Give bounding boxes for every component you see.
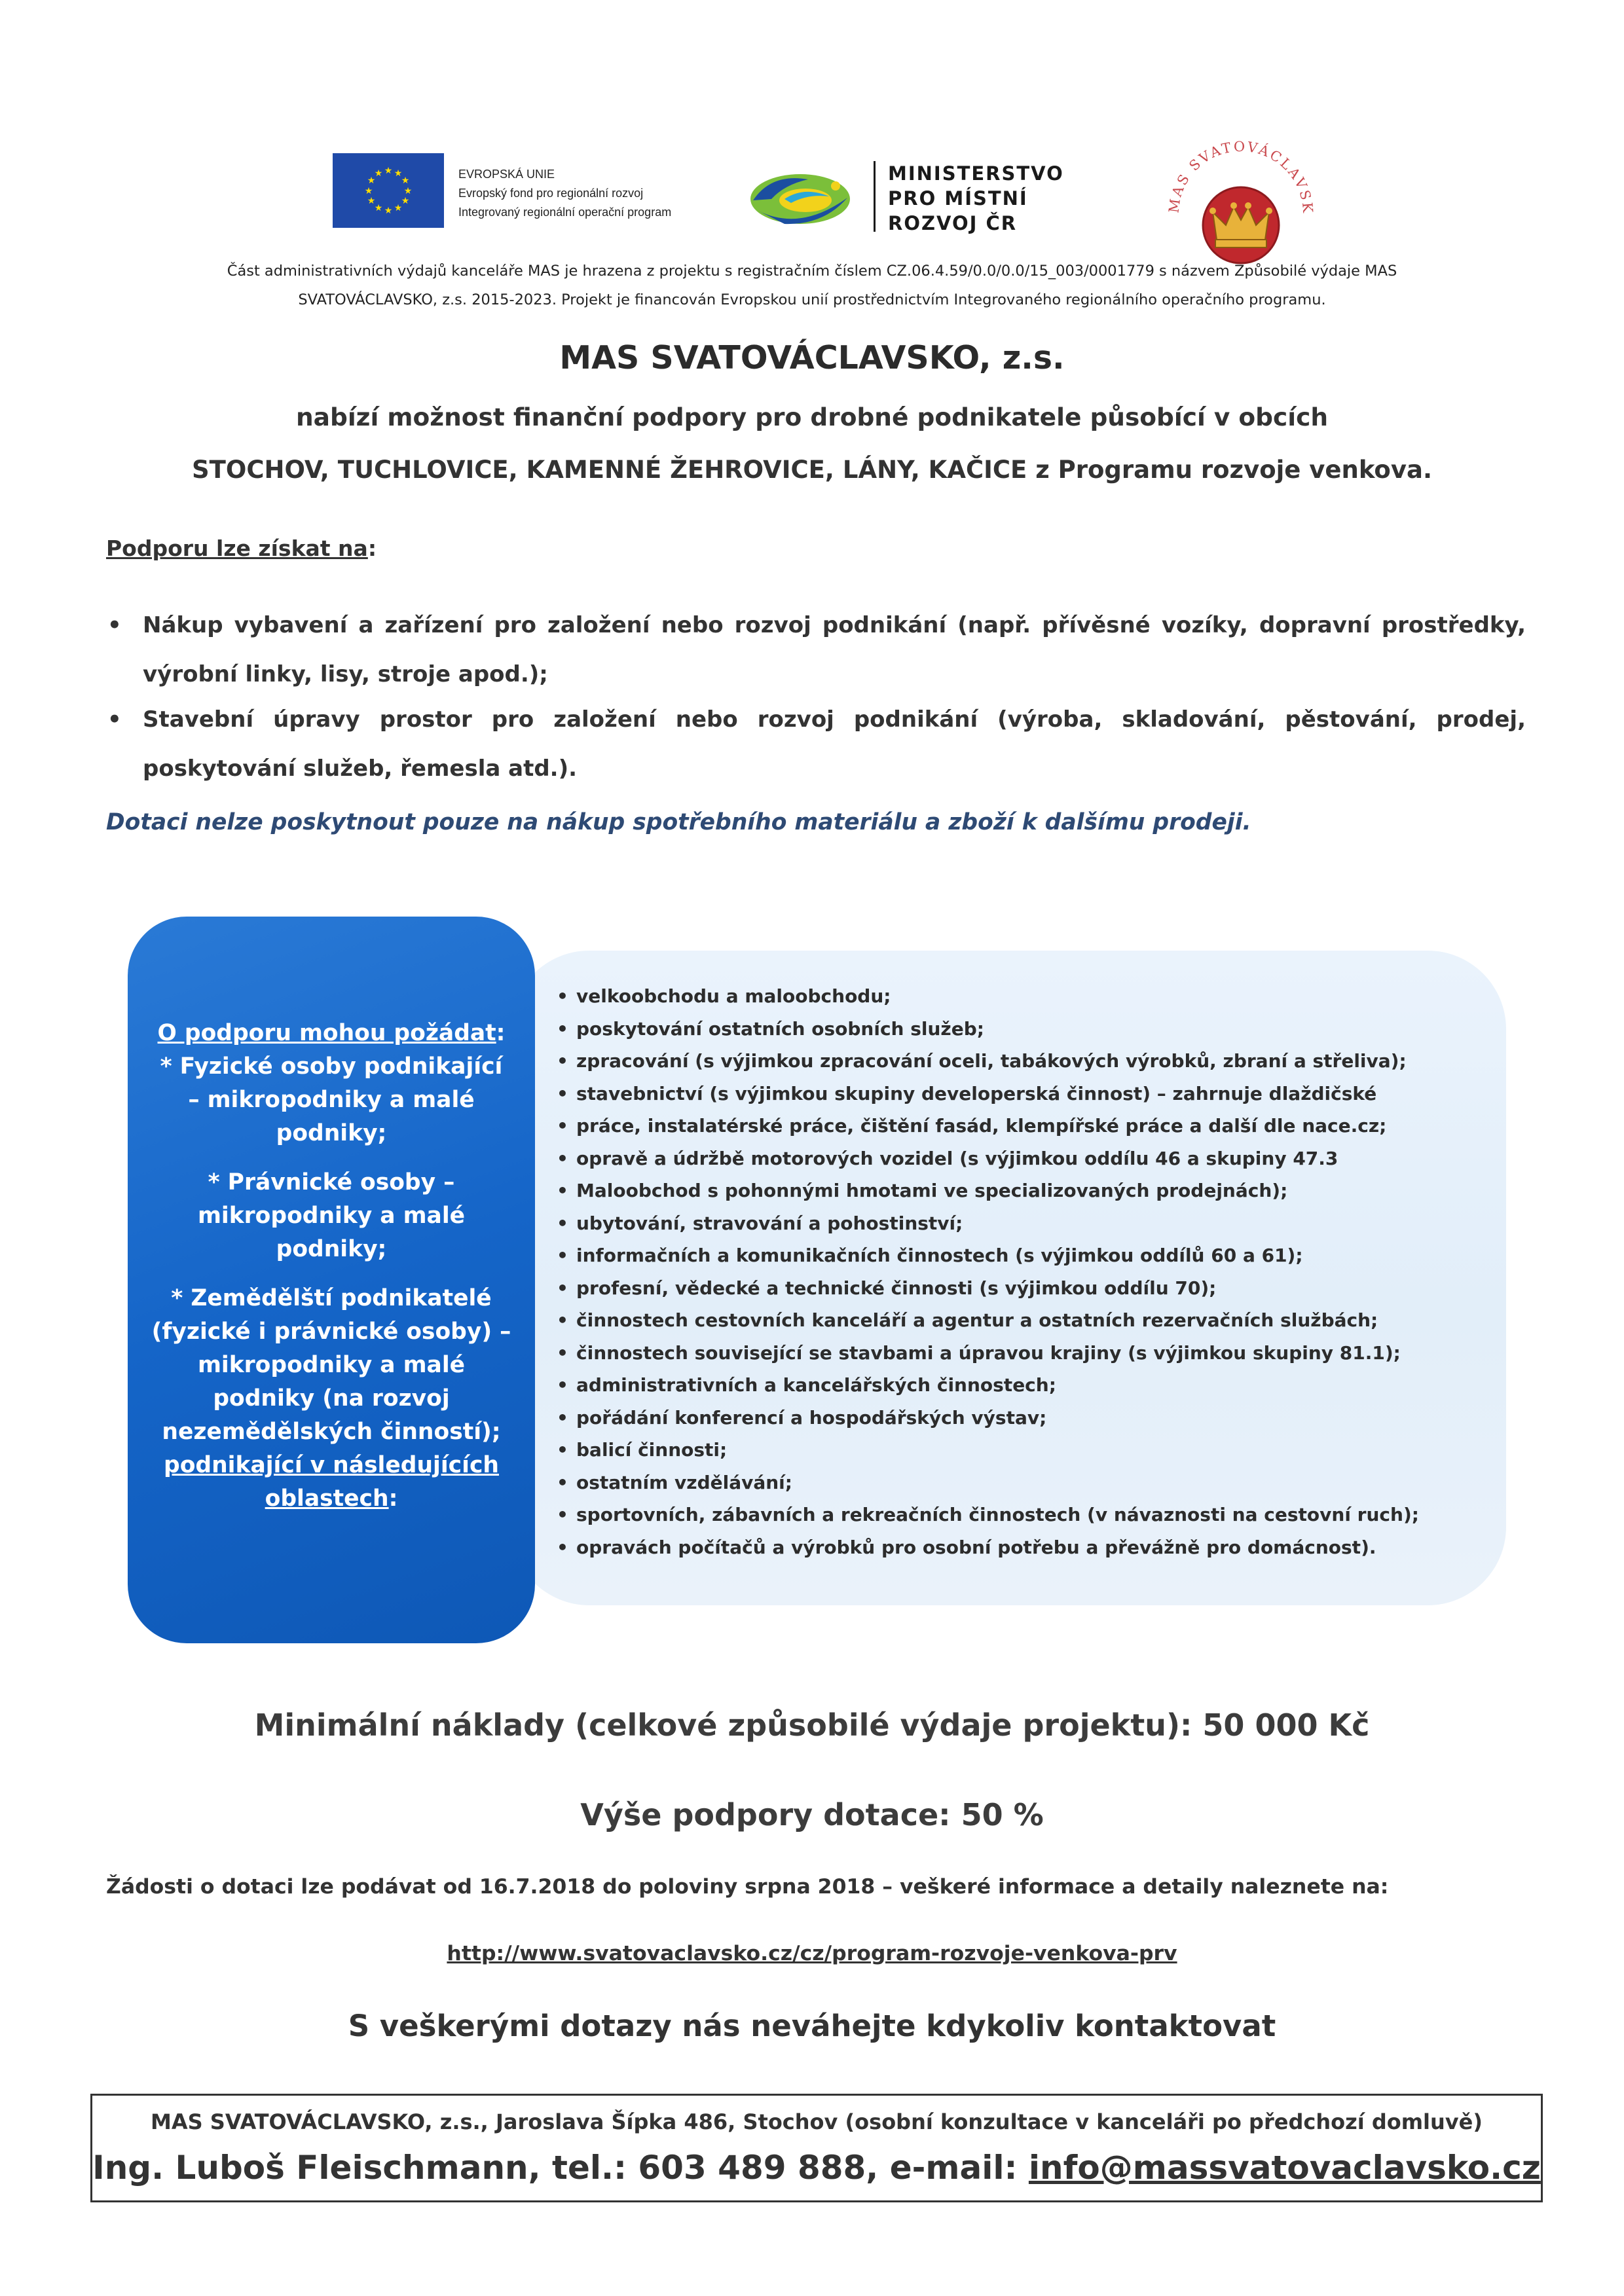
support-heading-colon: : [367, 536, 377, 561]
eligibility-line: (fyzické i právnické osoby) – [151, 1319, 511, 1345]
svg-text:★: ★ [403, 186, 413, 196]
sector-item: • činnostech související se stavbami a úpravou krajiny (s výjimkou skupiny 81.1); [557, 1337, 1486, 1370]
contact-invitation: S veškerými dotazy nás neváhejte kdykoliv kontaktovat [348, 2009, 1276, 2043]
eu-logo-text [458, 165, 671, 222]
irop-swoosh-logo [745, 160, 855, 234]
sector-list [557, 980, 1486, 1563]
contact-person-phone: Ing. Luboš Fleischmann, tel.: 603 489 888, e-mail: [92, 2149, 1029, 2187]
mas-seal-logo [1159, 115, 1323, 279]
sector-item: • zpracování (s výjimkou zpracování oceli, tabákových výrobků, zbraní a střeliva); [557, 1045, 1486, 1078]
eu-stars-icon [333, 153, 444, 228]
minimum-costs: Minimální náklady (celkové způsobilé výdaje projektu): 50 000 Kč [254, 1707, 1370, 1743]
eligibility-line: mikropodniky a malé [197, 1352, 466, 1378]
support-item-text: Stavební úpravy prostor pro založení nebo rozvoj podnikání (výroba, skladování, pěstování, prodej, poskytování služeb, řemesla atd.). [143, 706, 1526, 782]
eligibility-footer-line: podnikající v následujících [164, 1452, 499, 1478]
sector-item: • informačních a komunikačních činnostech (s výjimkou oddílů 60 a 61); [557, 1239, 1486, 1272]
contact-address: MAS SVATOVÁCLAVSKO, z.s., Jaroslava Šípka 486, Stochov (osobní konzultace v kanceláři po předchozí domluvě) [151, 2109, 1483, 2134]
support-item [105, 695, 1526, 800]
restriction-note: Dotaci nelze poskytnout pouze na nákup spotřebního materiálu a zboží k dalšímu prodeji. [106, 809, 1251, 835]
eligibility-line: nezemědělských činností); [162, 1419, 501, 1445]
bullet-icon: • [107, 706, 122, 733]
eu-fund: Evropský fond pro regionální rozvoj [458, 187, 644, 200]
program-link[interactable]: http://www.svatovaclavsko.cz/cz/program-rozvoje-venkova-prv [447, 1942, 1177, 1965]
eligibility-line: podniky; [276, 1120, 387, 1146]
bullet-icon: • [107, 612, 122, 638]
eligibility-line: * Právnické osoby – [208, 1169, 455, 1195]
crown-seal-icon [1159, 115, 1323, 279]
eligibility-line: podniky; [276, 1236, 387, 1262]
mmr-line-3: ROZVOJ ČR [888, 212, 1018, 234]
svg-text:★: ★ [367, 175, 376, 186]
svg-text:★: ★ [374, 203, 383, 213]
eu-flag-logo [333, 153, 444, 228]
eligibility-heading-colon: : [496, 1020, 506, 1046]
funding-note-line-1: Část administrativních výdajů kanceláře MAS je hrazena z projektu s registračním číslem CZ.06.4.59/0.0/0.0/15_003/0001779 s názvem Způsobilé výdaje MAS [227, 263, 1397, 280]
contact-line [90, 2149, 1543, 2187]
eligibility-line: podniky (na rozvoj [213, 1385, 450, 1412]
sector-item: • sportovních, zábavních a rekreačních činnostech (v návaznosti na cestovní ruch); [557, 1499, 1486, 1531]
eligibility-footer-word: oblastech [265, 1485, 389, 1512]
sector-item: • administrativních a kancelářských činnostech; [557, 1369, 1486, 1402]
svg-text:★: ★ [401, 196, 410, 206]
subtitle-line-1: nabízí možnost finanční podpory pro drobné podnikatele působící v obcích [295, 403, 1329, 431]
svg-text:MAS SVATOVÁCLAVSKO: MAS SVATOVÁCLAVSK [1166, 138, 1316, 215]
funding-note [79, 257, 1545, 314]
sector-item: • činnostech cestovních kanceláří a agentur a ostatních rezervačních službách; [557, 1304, 1486, 1337]
mmr-divider [874, 161, 876, 232]
sector-item: • ubytování, stravování a pohostinství; [557, 1207, 1486, 1240]
funding-note-line-2: SVATOVÁCLAVSKO, z.s. 2015-2023. Projekt je financován Evropskou unií prostřednictvím Integrovaného regionálního operačního programu. [298, 291, 1326, 308]
svg-text:★: ★ [384, 166, 393, 176]
svg-text:★: ★ [394, 168, 403, 179]
svg-text:★: ★ [374, 168, 383, 179]
sector-item: • velkoobchodu a maloobchodu; [557, 980, 1486, 1013]
eu-program: Integrovaný regionální operační program [458, 206, 672, 219]
eligibility-footer-colon: : [388, 1485, 398, 1512]
support-heading-text: Podporu lze získat na [106, 536, 368, 561]
support-item [105, 601, 1526, 706]
sector-item: • pořádání konferencí a hospodářských výstav; [557, 1402, 1486, 1434]
svg-text:★: ★ [364, 186, 373, 196]
eligibility-line: * Zemědělští podnikatelé [171, 1285, 492, 1311]
sector-item: • opravách počítačů a výrobků pro osobní potřebu a převážně pro domácnost). [557, 1531, 1486, 1564]
sector-item: • profesní, vědecké a technické činnosti (s výjimkou oddílu 70); [557, 1272, 1486, 1305]
mmr-line-2: PRO MÍSTNÍ [888, 187, 1028, 210]
eligibility-line: – mikropodniky a malé [188, 1087, 475, 1113]
svg-text:★: ★ [394, 203, 403, 213]
sector-item: • ostatním vzdělávání; [557, 1467, 1486, 1499]
sector-item: • opravě a údržbě motorových vozidel (s výjimkou oddílu 46 a skupiny 47.3 [557, 1142, 1486, 1175]
mmr-line-1: MINISTERSTVO [888, 162, 1064, 185]
application-deadline: Žádosti o dotaci lze podávat od 16.7.2018 do poloviny srpna 2018 – veškeré informace a detaily naleznete na: [106, 1875, 1389, 1899]
support-rate: Výše podpory dotace: 50 % [580, 1797, 1044, 1832]
svg-text:★: ★ [384, 206, 393, 216]
svg-text:★: ★ [367, 196, 376, 206]
eligibility-line: * Fyzické osoby podnikající [160, 1053, 503, 1080]
eligibility-heading: O podporu mohou požádat [157, 1020, 496, 1046]
eligibility-text [141, 1017, 522, 1516]
eligibility-line: mikropodniky a malé [197, 1203, 466, 1229]
mmr-logo-text [888, 161, 1064, 236]
eu-name: EVROPSKÁ UNIE [458, 168, 555, 181]
svg-text:★: ★ [401, 175, 410, 186]
sector-item: • práce, instalatérské práce, čištění fasád, klempířské práce a další dle nace.cz; [557, 1110, 1486, 1142]
support-item-text: Nákup vybavení a zařízení pro založení nebo rozvoj podnikání (např. přívěsné vozíky, dopravní prostředky, výrobní linky, lisy, stroje apod.); [143, 612, 1526, 687]
document-title: MAS SVATOVÁCLAVSKO, z.s. [559, 339, 1065, 376]
sector-item: • poskytování ostatních osobních služeb; [557, 1013, 1486, 1046]
subtitle-line-2: STOCHOV, TUCHLOVICE, KAMENNÉ ŽEHROVICE, LÁNY, KAČICE z Programu rozvoje venkova. [191, 456, 1432, 484]
sector-item: • Maloobchod s pohonnými hmotami ve specializovaných prodejnách); [557, 1175, 1486, 1207]
contact-email-link[interactable]: info@massvatovaclavsko.cz [1028, 2149, 1541, 2187]
sector-item: • stavebnictví (s výjimkou skupiny developerská činnost) – zahrnuje dlaždičské [557, 1078, 1486, 1110]
support-heading [106, 536, 377, 561]
sector-item: • balicí činnosti; [557, 1434, 1486, 1467]
